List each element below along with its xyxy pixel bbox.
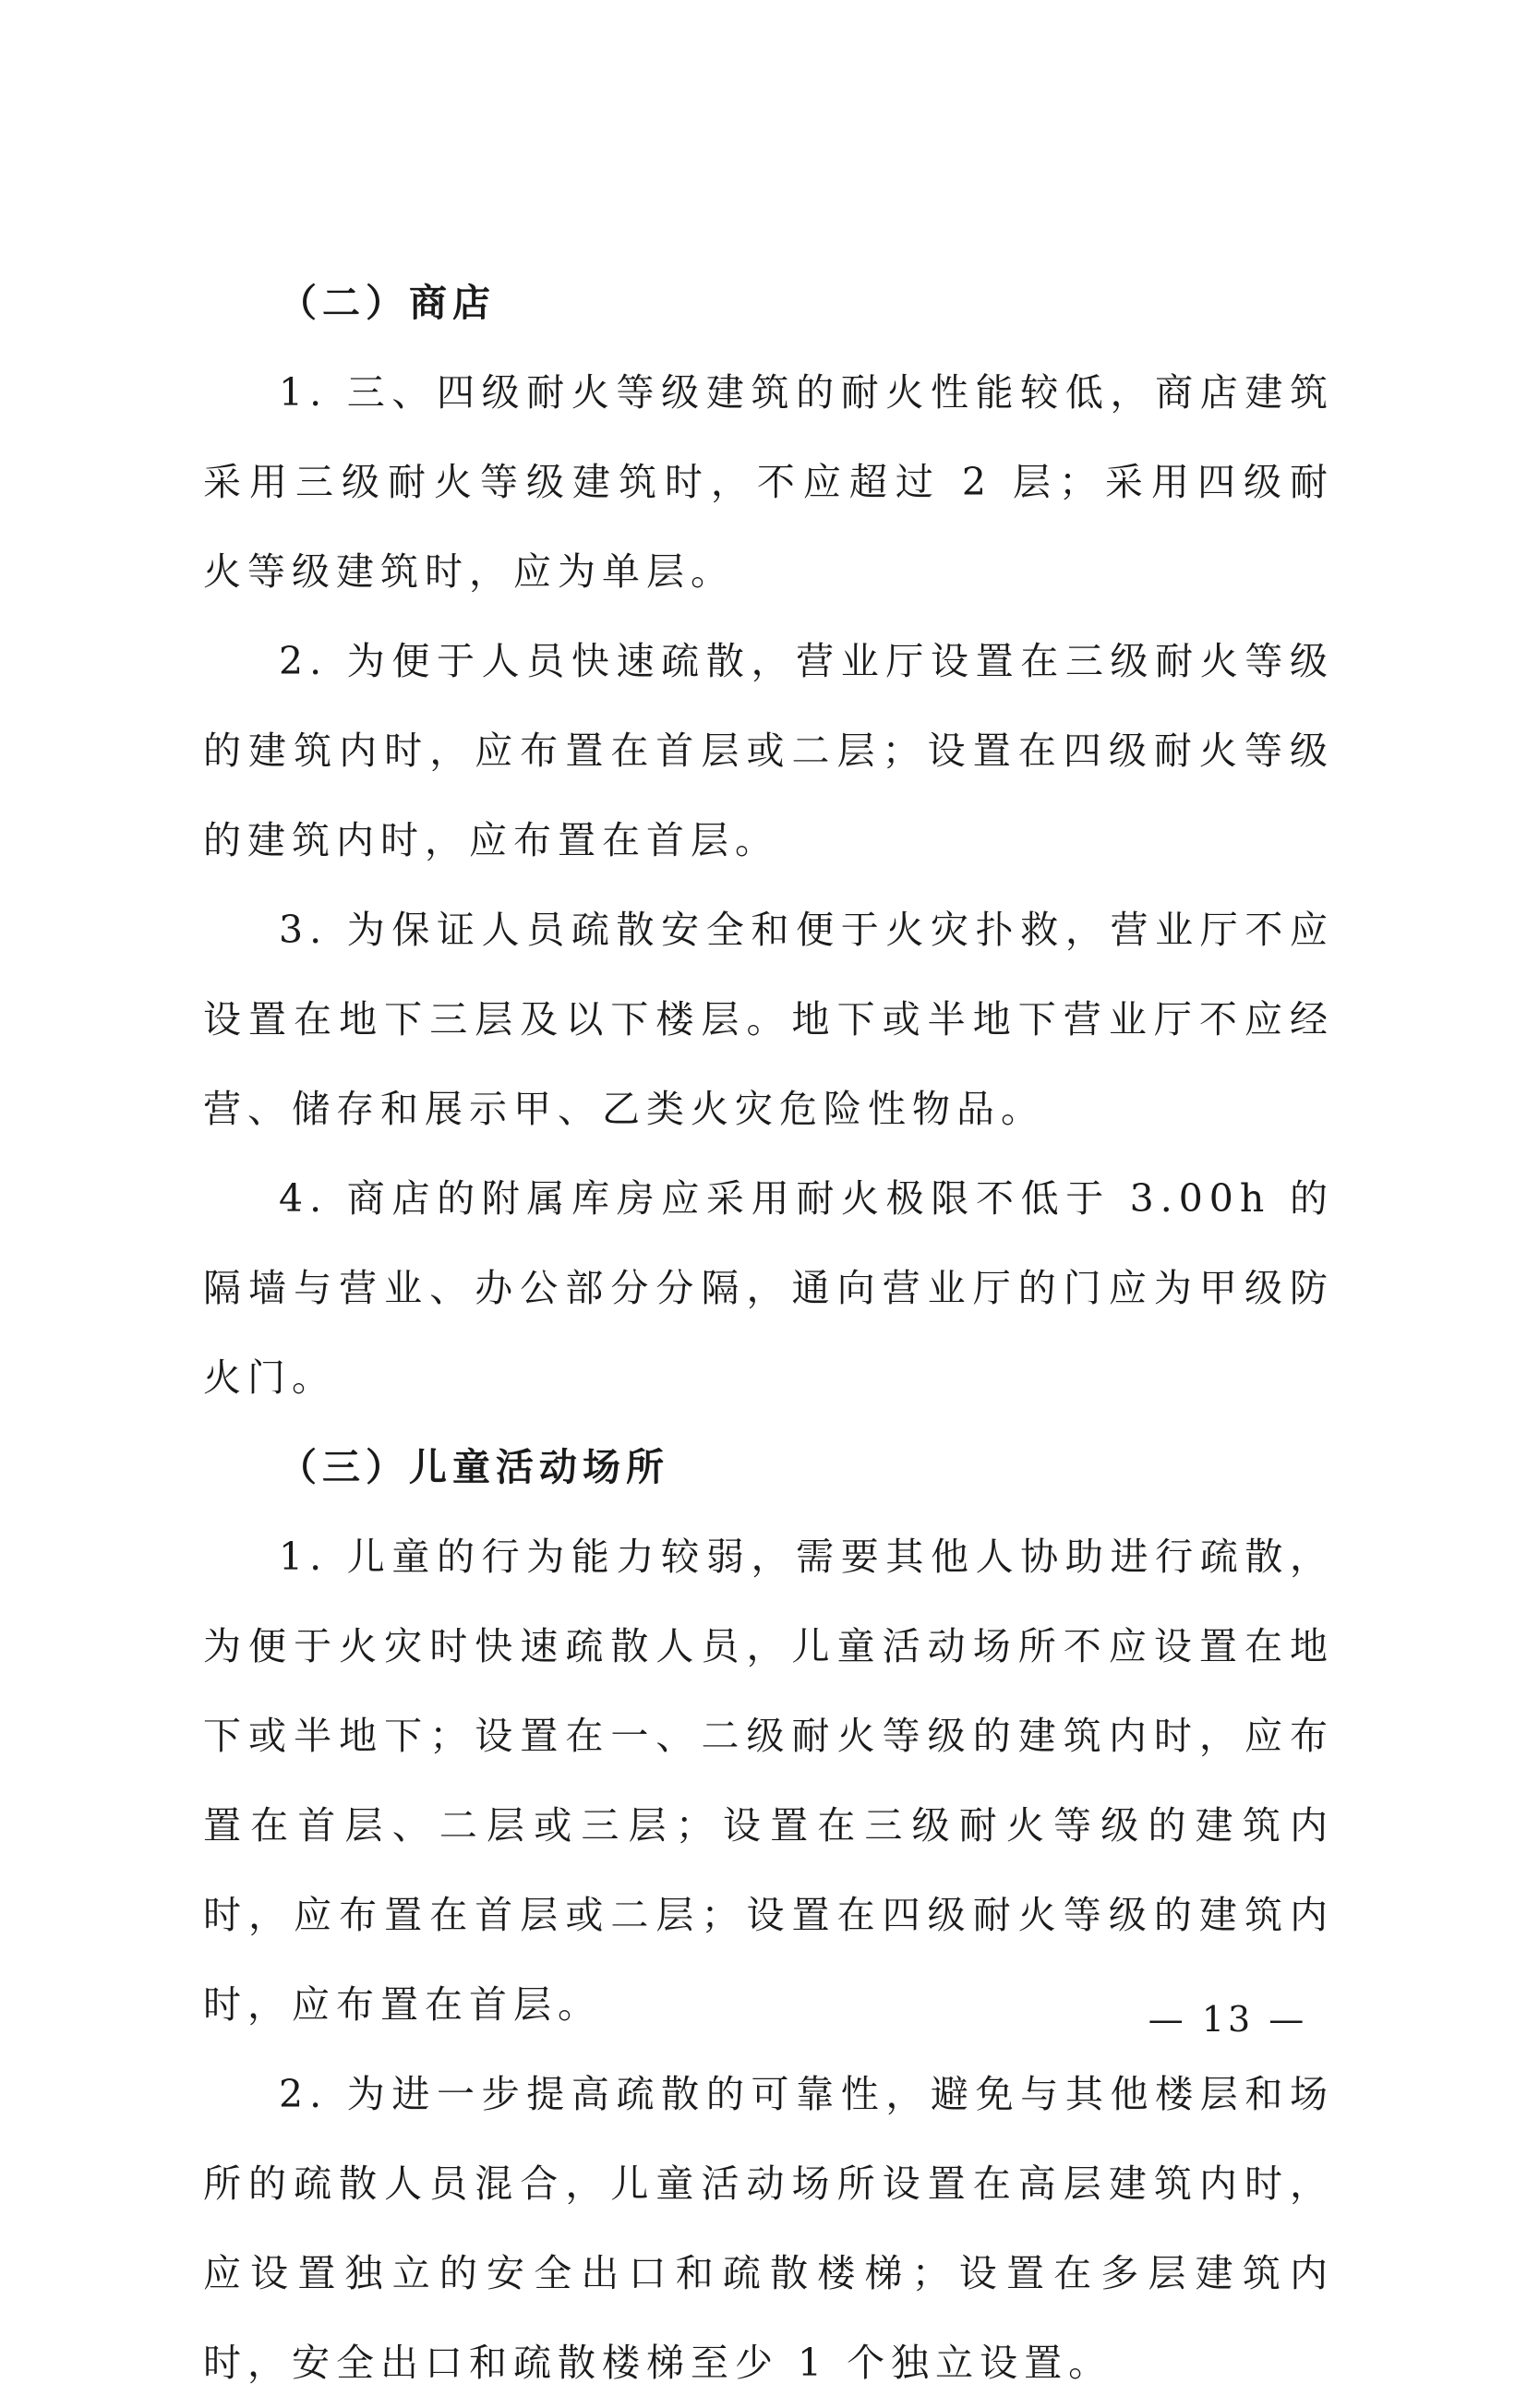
page-number: — 13 — (1148, 1999, 1308, 2040)
section-heading-children-venues: （三）儿童活动场所 (279, 1445, 669, 1489)
page-body (203, 259, 1334, 2408)
paragraph: 1. 儿童的行为能力较弱，需要其他人协助进行疏散，为便于火灾时快速疏散人员，儿童活动场所不应设置在地下或半地下；设置在一、二级耐火等级的建筑内时，应布置在首层、二层或三层；设置在三级耐火等级的建筑内时，应布置在首层或二层；设置在四级耐火等级的建筑内时，应布置在首层。 (203, 1535, 1334, 2027)
section-heading-shops: （二）商店 (279, 281, 496, 325)
paragraph: 1. 三、四级耐火等级建筑的耐火性能较低，商店建筑采用三级耐火等级建筑时，不应超过 2 层；采用四级耐火等级建筑时，应为单层。 (203, 370, 1334, 594)
paragraph: 2. 为便于人员快速疏散，营业厅设置在三级耐火等级的建筑内时，应布置在首层或二层；设置在四级耐火等级的建筑内时，应布置在首层。 (203, 639, 1334, 862)
paragraph: 4. 商店的附属库房应采用耐火极限不低于 3.00h 的隔墙与营业、办公部分分隔，通向营业厅的门应为甲级防火门。 (203, 1176, 1334, 1400)
paragraph: 3. 为保证人员疏散安全和便于火灾扑救，营业厅不应设置在地下三层及以下楼层。地下或半地下营业厅不应经营、储存和展示甲、乙类火灾危险性物品。 (203, 908, 1334, 1131)
paragraph: 2. 为进一步提高疏散的可靠性，避免与其他楼层和场所的疏散人员混合，儿童活动场所设置在高层建筑内时，应设置独立的安全出口和疏散楼梯；设置在多层建筑内时，安全出口和疏散楼梯至少 1 个独立设置。 (203, 2072, 1334, 2385)
